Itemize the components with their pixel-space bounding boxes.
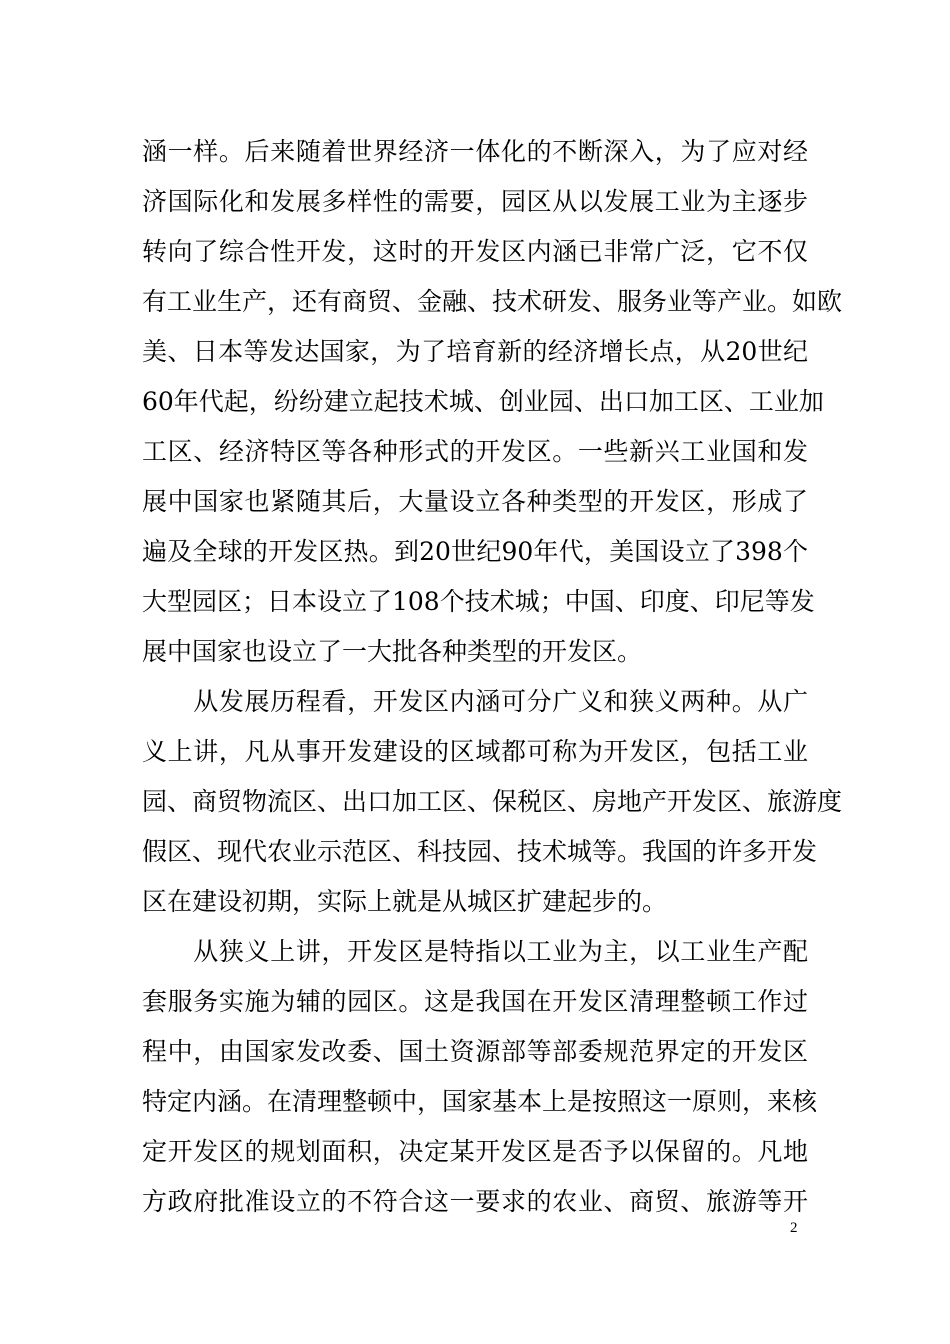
text-line: 义上讲，凡从事开发建设的区域都可称为开发区，包括工业 [142, 737, 808, 766]
text-line: 区在建设初期，实际上就是从城区扩建起步的。 [142, 887, 668, 916]
text-line: 园、商贸物流区、出口加工区、保税区、房地产开发区、旅游度 [142, 787, 843, 816]
text-line: 涵一样。后来随着世界经济一体化的不断深入，为了应对经 [142, 137, 808, 166]
text-line: 展中国家也设立了一大批各种类型的开发区。 [142, 637, 643, 666]
text-line: 60年代起，纷纷建立起技术城、创业园、出口加工区、工业加 [142, 387, 824, 416]
text-line: 从发展历程看，开发区内涵可分广义和狭义两种。从广 [142, 687, 808, 716]
text-line: 遍及全球的开发区热。到20世纪90年代，美国设立了398个 [142, 537, 808, 566]
text-line: 方政府批准设立的不符合这一要求的农业、商贸、旅游等开 [142, 1187, 808, 1216]
text-line: 程中，由国家发改委、国土资源部等部委规范界定的开发区 [142, 1037, 808, 1066]
text-line: 济国际化和发展多样性的需要，园区从以发展工业为主逐步 [142, 187, 808, 216]
text-line: 从狭义上讲，开发区是特指以工业为主，以工业生产配 [142, 937, 808, 966]
body-text [142, 127, 843, 1227]
text-line: 展中国家也紧随其后，大量设立各种类型的开发区，形成了 [142, 487, 808, 516]
text-line: 套服务实施为辅的园区。这是我国在开发区清理整顿工作过 [142, 987, 808, 1016]
text-line: 工区、经济特区等各种形式的开发区。一些新兴工业国和发 [142, 437, 808, 466]
text-line: 大型园区；日本设立了108个技术城；中国、印度、印尼等发 [142, 587, 815, 616]
text-line: 美、日本等发达国家，为了培育新的经济增长点，从20世纪 [142, 337, 808, 366]
text-line: 有工业生产，还有商贸、金融、技术研发、服务业等产业。如欧 [142, 287, 843, 316]
text-line: 定开发区的规划面积，决定某开发区是否予以保留的。凡地 [142, 1137, 808, 1166]
text-line: 转向了综合性开发，这时的开发区内涵已非常广泛，它不仅 [142, 237, 808, 266]
text-line: 特定内涵。在清理整顿中，国家基本上是按照这一原则，来核 [142, 1087, 818, 1116]
text-line: 假区、现代农业示范区、科技园、技术城等。我国的许多开发 [142, 837, 818, 866]
page-number: 2 [790, 1220, 798, 1236]
